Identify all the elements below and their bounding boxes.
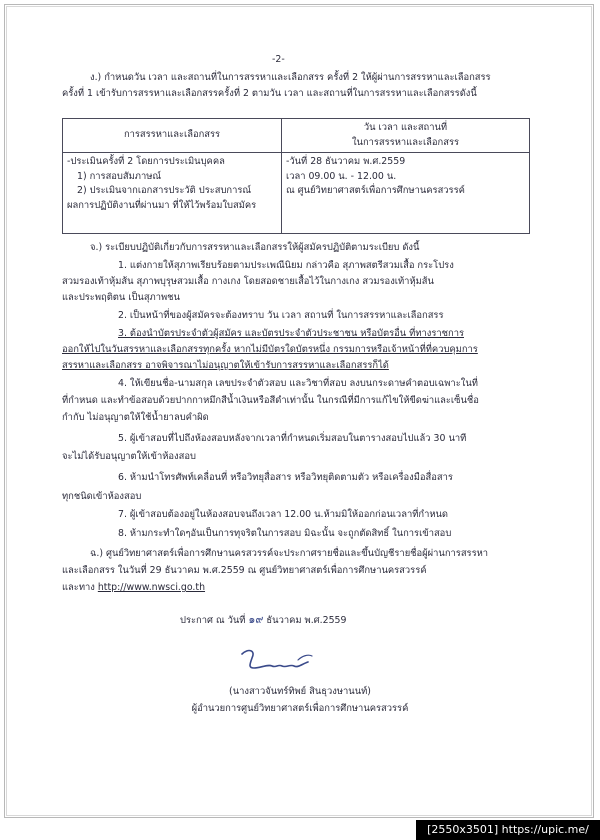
page-number: -2-: [272, 54, 285, 65]
website-link[interactable]: http://www.nwsci.go.th: [97, 582, 206, 593]
rule-5-line1: 5. ผู้เข้าสอบที่ไปถึงห้องสอบหลังจากเวลาที่กำหนดเริ่มสอบในตารางสอบไปแล้ว 30 นาที: [118, 433, 467, 444]
eval-line: -ประเมินครั้งที่ 2 โดยการประเมินบุคคล: [67, 156, 225, 167]
rule-3-line1: 3. ต้องนำบัตรประจำตัวผู้สมัคร และบัตรประจำตัวประชาชน หรือบัตรอื่น ที่ทางราชการ: [118, 328, 464, 339]
para-chor-line1: ฉ.) ศูนย์วิทยาศาสตร์เพื่อการศึกษานครสวรรค์จะประกาศรายชื่อและขึ้นบัญชีรายชื่อผู้ผ่านการสรรหา: [90, 548, 489, 559]
eval-line: ผลการปฏิบัติงานที่ผ่านมา ที่ให้ไว้พร้อมใบสมัคร: [67, 199, 257, 211]
rule-8: 8. ห้ามกระทำใดๆอันเป็นการทุจริตในการสอบ มิฉะนั้น จะถูกตัดสิทธิ์ ในการเข้าสอบ: [118, 528, 452, 539]
table-header-left-text: การสรรหาและเลือกสรร: [123, 129, 221, 141]
rule-7: 7. ผู้เข้าสอบต้องอยู่ในห้องสอบจนถึงเวลา 12.00 น.ห้ามมิให้ออกก่อนเวลาที่กำหนด: [118, 509, 449, 520]
watermark-footer: [2550x3501] https://upic.me/: [416, 820, 600, 840]
para-chor-line3: [62, 580, 205, 595]
eval-line: 2) ประเมินจากเอกสารประวัติ ประสบการณ์: [77, 185, 252, 196]
table-cell-evaluation: [63, 153, 282, 234]
rule-1-line3: และประพฤติตน เป็นสุภาพชน: [62, 292, 180, 303]
table-cell-schedule: [282, 153, 530, 234]
para-chor-prefix: และทาง: [62, 582, 98, 593]
signatory-name: (นางสาวจันทร์ทิพย์ สินธุวงษานนท์): [229, 686, 371, 697]
para-ng-line1: ง.) กำหนดวัน เวลา และสถานที่ในการสรรหาและเลือกสรร ครั้งที่ 2 ให้ผู้ผ่านการสรรหาและเลือกสรร: [90, 72, 491, 83]
announce-prefix: ประกาศ ณ วันที่: [180, 615, 249, 626]
para-chor-line2: และเลือกสรร ในวันที่ 29 ธันวาคม พ.ศ.2559 ณ ศูนย์วิทยาศาสตร์เพื่อการศึกษานครสวรรค์: [62, 565, 427, 576]
rule-4-line3: กำกับ ไม่อนุญาตให้ใช้น้ำยาลบคำผิด: [62, 412, 209, 423]
rule-1-line2: สวมรองเท้าหุ้มส้น สุภาพบุรุษสวมเสื้อ กางเกง โดยสอดชายเสื้อไว้ในกางเกง สวมรองเท้าหุ้มส้น: [62, 276, 434, 287]
signatory-title: ผู้อำนวยการศูนย์วิทยาศาสตร์เพื่อการศึกษานครสวรรค์: [191, 703, 409, 714]
rule-3-line2: ออกให้ไปในวันสรรหาและเลือกสรรทุกครั้ง หากไม่มีบัตรใดบัตรหนึ่ง กรรมการหรือเจ้าหน้าที่ที่ควบคุมการ: [62, 344, 478, 355]
schedule-line: เวลา 09.00 น. - 12.00 น.: [286, 170, 397, 182]
rule-3-line3: สรรหาและเลือกสรร อาจพิจารณาไม่อนุญาตให้เข้ารับการสรรหาและเลือกสรรก็ได้: [62, 360, 389, 371]
rule-4-line1: 4. ให้เขียนชื่อ-นามสกุล เลขประจำตัวสอบ และวิชาที่สอบ ลงบนกระดาษคำตอบเฉพาะในที่: [118, 378, 478, 389]
table-header-right: [282, 119, 530, 153]
schedule-table: [62, 118, 530, 234]
signature-image: [238, 646, 318, 681]
table-header-right-line1: วัน เวลา และสถานที่: [363, 122, 448, 133]
rule-6-line1: 6. ห้ามนำโทรศัพท์เคลื่อนที่ หรือวิทยุสื่อสาร หรือวิทยุติดตามตัว หรือเครื่องมือสื่อสาร: [118, 472, 453, 483]
para-ng-line2: ครั้งที่ 1 เข้ารับการสรรหาและเลือกสรรครั้งที่ 2 ตามวัน เวลา และสถานที่ในการสรรหาและเลือกสรรดังนี้: [62, 88, 477, 99]
rule-4-line2: ที่กำหนด และทำข้อสอบด้วยปากกาหมึกสีน้ำเงินหรือสีดำเท่านั้น ในกรณีที่มีการแก้ไขให้ขีดฆ่าและเซ็นชื่อ: [62, 395, 479, 406]
announce-date: [180, 612, 346, 628]
table-header-left: [63, 119, 282, 153]
announce-day-handwritten: ๑๙: [248, 613, 264, 626]
rule-6-line2: ทุกชนิดเข้าห้องสอบ: [62, 491, 142, 502]
eval-line: 1) การสอบสัมภาษณ์: [77, 170, 162, 182]
schedule-line: ณ ศูนย์วิทยาศาสตร์เพื่อการศึกษานครสวรรค์: [286, 185, 465, 196]
rule-1-line1: 1. แต่งกายให้สุภาพเรียบร้อยตามประเพณีนิยม กล่าวคือ สุภาพสตรีสวมเสื้อ กระโปรง: [118, 260, 454, 271]
rule-5-line2: จะไม่ได้รับอนุญาตให้เข้าห้องสอบ: [62, 451, 196, 462]
rule-2: 2. เป็นหน้าที่ของผู้สมัครจะต้องทราบ วัน เวลา สถานที่ ในการสรรหาและเลือกสรร: [118, 310, 444, 321]
announce-suffix: ธันวาคม พ.ศ.2559: [263, 615, 347, 626]
schedule-line: -วันที่ 28 ธันวาคม พ.ศ.2559: [286, 156, 406, 167]
para-cho-intro: จ.) ระเบียบปฏิบัติเกี่ยวกับการสรรหาและเลือกสรรให้ผู้สมัครปฏิบัติตามระเบียบ ดังนี้: [90, 242, 420, 253]
table-header-right-line2: ในการสรรหาและเลือกสรร: [351, 136, 460, 148]
